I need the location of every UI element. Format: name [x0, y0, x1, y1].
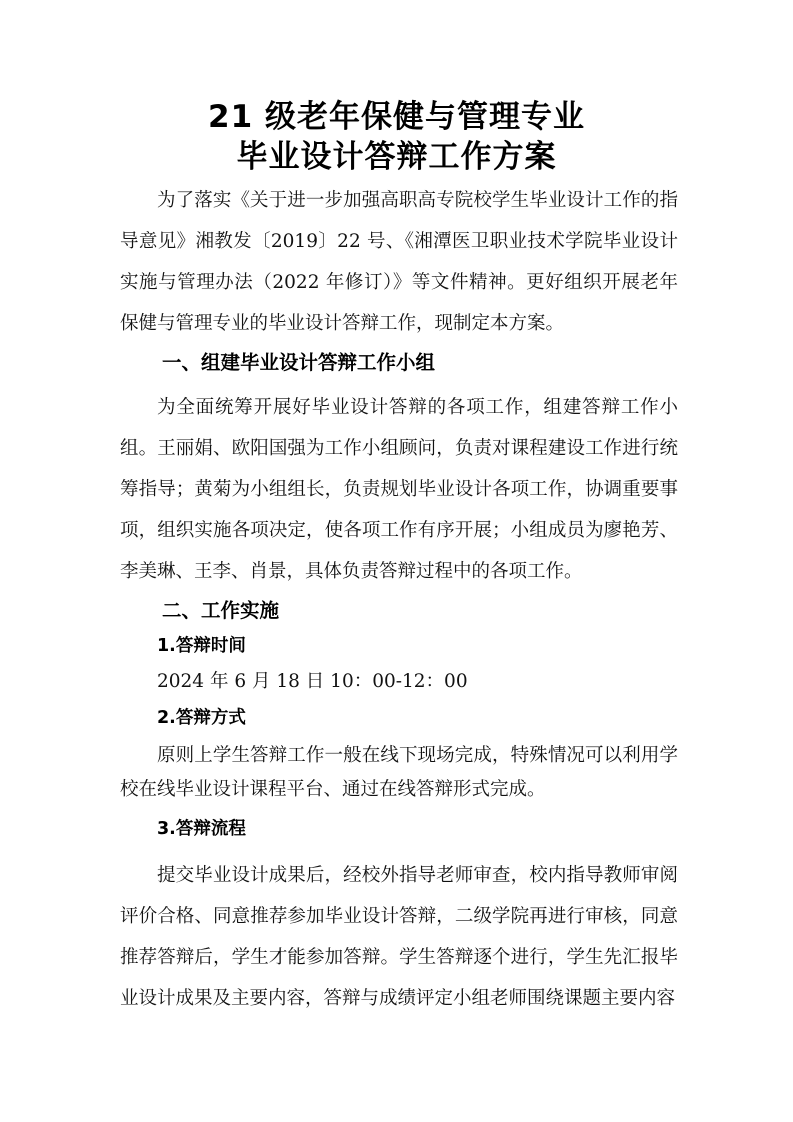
defense-mode-title: 2.答辩方式 [157, 708, 246, 728]
defense-flow-paragraph: 提交毕业设计成果后，经校外指导老师审查，校内指导教师审阅评价合格、同意推荐参加毕业设计答辩，二级学院再进行审核，同意推荐答辩后，学生才能参加答辩。学生答辩逐个进行，学生先汇报毕业设计成果及主要内容，答辩与成绩评定小组老师围绕课题主要内容 [120, 865, 678, 1009]
document-title-line2: 毕业设计答辩工作方案 [236, 139, 557, 175]
defense-flow-title: 3.答辩流程 [157, 819, 246, 839]
document-title-line1: 21 级老年保健与管理专业 [208, 99, 585, 135]
intro-paragraph: 为了落实《关于进一步加强高职高专院校学生毕业设计工作的指导意见》湘教发〔2019〕22 号、《湘潭医卫职业技术学院毕业设计实施与管理办法（2022 年修订）》等文件精神。更好组织开展老年保健与管理专业的毕业设计答辩工作，现制定本方案。 [120, 190, 678, 334]
section2-heading: 二、工作实施 [162, 599, 280, 622]
defense-mode-paragraph: 原则上学生答辩工作一般在线下现场完成，特殊情况可以利用学校在线毕业设计课程平台、通过在线答辩形式完成。 [120, 745, 678, 800]
section1-paragraph: 为全面统筹开展好毕业设计答辩的各项工作，组建答辩工作小组。王丽娟、欧阳国强为工作小组顾问，负责对课程建设工作进行统筹指导；黄菊为小组组长，负责规划毕业设计各项工作，协调重要事项，组织实施各项决定，使各项工作有序开展；小组成员为廖艳芳、李美琳、王李、肖景，具体负责答辩过程中的各项工作。 [120, 397, 678, 582]
defense-time-title: 1.答辩时间 [157, 636, 246, 656]
section1-heading: 一、组建毕业设计答辩工作小组 [162, 351, 436, 374]
defense-time-text: 2024 年 6 月 18 日 10：00-12：00 [157, 671, 468, 692]
